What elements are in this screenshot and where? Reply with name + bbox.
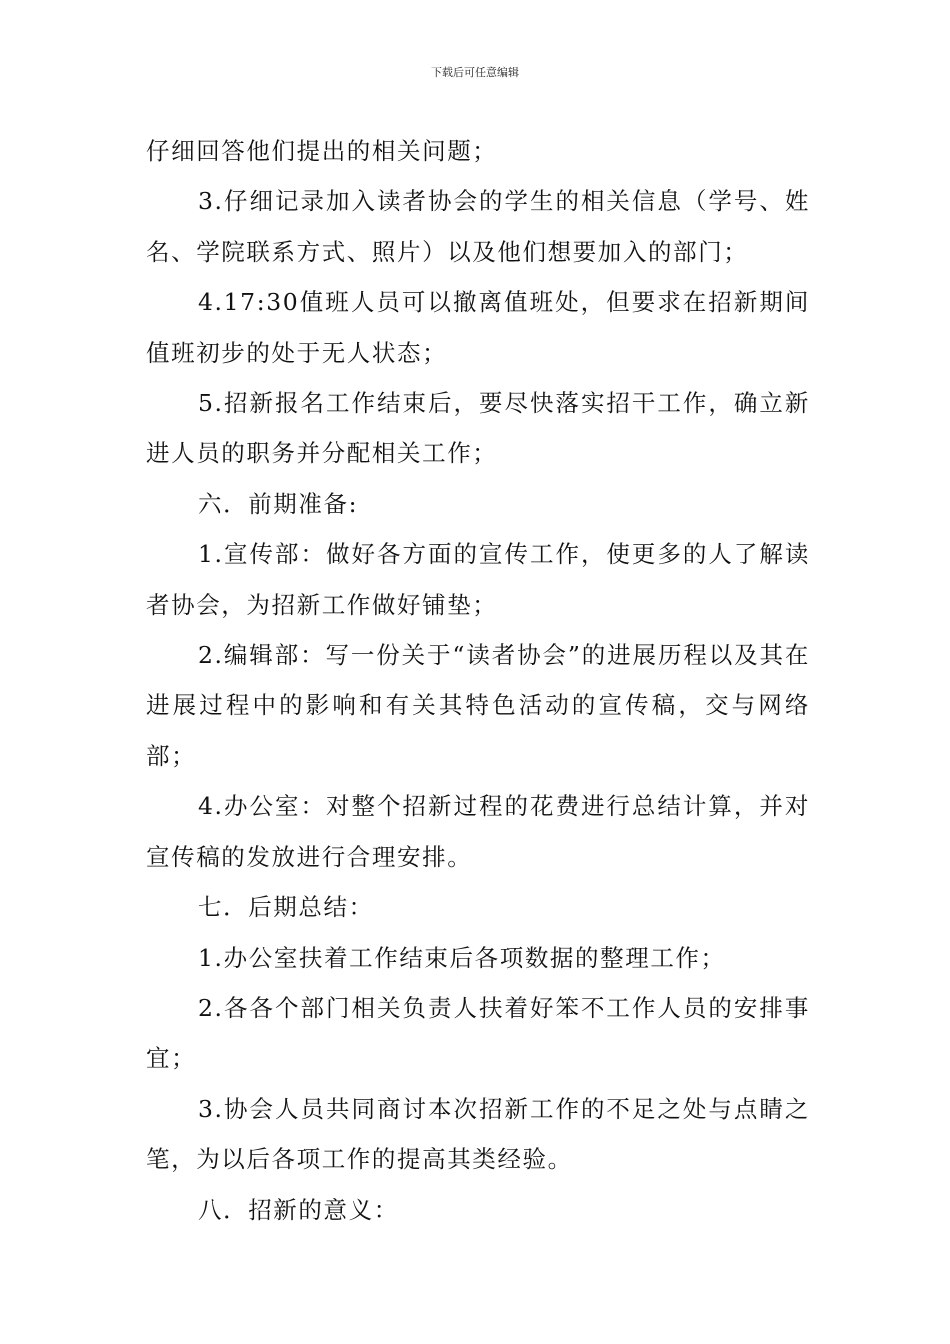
paragraph-record-info: 3.仔细记录加入读者协会的学生的相关信息（学号、姓名、学院联系方式、照片）以及他们想要加入的部门； bbox=[146, 187, 810, 266]
section-heading-preparation: 六．前期准备: bbox=[198, 489, 359, 518]
section-heading-summary: 七．后期总结： bbox=[198, 893, 374, 922]
section-heading-significance: 八．招新的意义： bbox=[198, 1195, 399, 1224]
paragraph-office: 4.办公室：对整个招新过程的花费进行总结计算，并对宣传稿的发放进行合理安排。 bbox=[146, 792, 810, 871]
paragraph-recruit-cadres: 5.招新报名工作结束后，要尽快落实招干工作，确立新进人员的职务并分配相关工作； bbox=[146, 389, 810, 468]
page-header-note: 下载后可任意编辑 bbox=[431, 66, 519, 79]
document-body bbox=[146, 126, 810, 1235]
paragraph-publicity-dept: 1.宣传部：做好各方面的宣传工作，使更多的人了解读者协会，为招新工作做好铺垫； bbox=[146, 540, 810, 619]
paragraph-office-data: 1.办公室扶着工作结束后各项数据的整理工作； bbox=[198, 943, 726, 972]
paragraph-review: 3.协会人员共同商讨本次招新工作的不足之处与点睛之笔，为以后各项工作的提高其类经验。 bbox=[146, 1094, 810, 1174]
paragraph-editorial-dept: 2.编辑部：写一份关于“读者协会”的进展历程以及其在进展过程中的影响和有关其特色活动的宣传稿，交与网络部； bbox=[146, 641, 810, 770]
paragraph-duty-leave: 4.17:30值班人员可以撤离值班处，但要求在招新期间值班初步的处于无人状态； bbox=[146, 288, 810, 367]
paragraph-department-heads: 2.各各个部门相关负责人扶着好笨不工作人员的安排事宜； bbox=[146, 993, 810, 1073]
paragraph-answer-questions: 仔细回答他们提出的相关问题； bbox=[146, 137, 498, 165]
